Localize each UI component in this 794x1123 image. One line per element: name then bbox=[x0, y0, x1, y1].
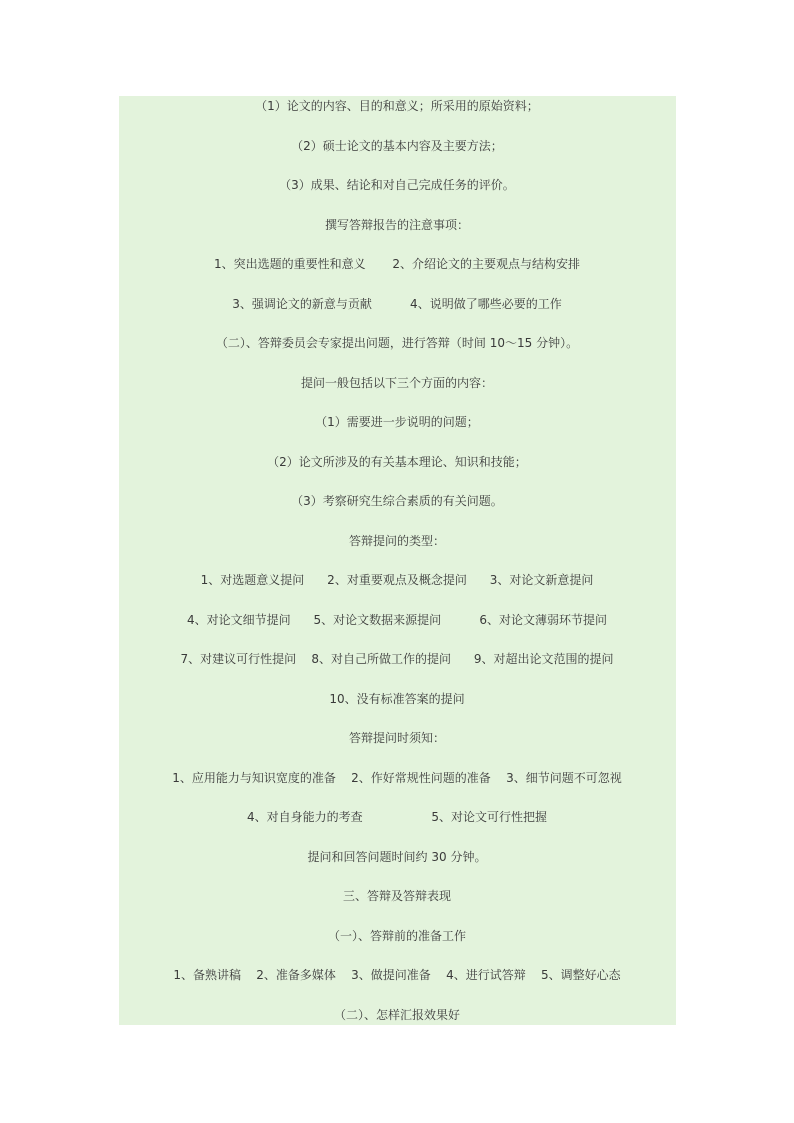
text-line: 1、备熟讲稿 2、准备多媒体 3、做提问准备 4、进行试答辩 5、调整好心态 bbox=[173, 968, 621, 982]
section-heading: 撰写答辩报告的注意事项： bbox=[324, 218, 469, 232]
section-heading: （二）、答辩委员会专家提出问题，进行答辩（时间 10～15 分钟）。 bbox=[215, 336, 579, 350]
text-line: 3、强调论文的新意与贡献 4、说明做了哪些必要的工作 bbox=[232, 297, 562, 311]
text-line: （2）硕士论文的基本内容及主要方法； bbox=[291, 139, 503, 153]
text-line: 1、对选题意义提问 2、对重要观点及概念提问 3、对论文新意提问 bbox=[200, 573, 594, 587]
text-line: （1）论文的内容、目的和意义；所采用的原始资料； bbox=[255, 99, 539, 113]
text-line: 4、对论文细节提问 5、对论文数据来源提问 6、对论文薄弱环节提问 bbox=[187, 613, 607, 627]
section-heading: （一）、答辩前的准备工作 bbox=[327, 929, 466, 943]
section-heading: 三、答辩及答辩表现 bbox=[342, 889, 451, 903]
text-line: （3）考察研究生综合素质的有关问题。 bbox=[291, 494, 503, 508]
text-line: 1、应用能力与知识宽度的准备 2、作好常规性问题的准备 3、细节问题不可忽视 bbox=[172, 771, 622, 785]
text-line: （1）需要进一步说明的问题； bbox=[315, 415, 479, 429]
section-heading: 答辩提问的类型： bbox=[348, 534, 445, 548]
text-line: （3）成果、结论和对自己完成任务的评价。 bbox=[279, 178, 515, 192]
text-line: 提问一般包括以下三个方面的内容： bbox=[300, 376, 493, 390]
text-line: （2）论文所涉及的有关基本理论、知识和技能； bbox=[267, 455, 527, 469]
text-line: 10、没有标准答案的提问 bbox=[329, 692, 465, 706]
text-line: 7、对建议可行性提问 8、对自己所做工作的提问 9、对超出论文范围的提问 bbox=[180, 652, 614, 666]
section-heading: 答辩提问时须知： bbox=[348, 731, 445, 745]
text-line: 1、突出选题的重要性和意义 2、介绍论文的主要观点与结构安排 bbox=[214, 257, 580, 271]
text-line: 提问和回答问题时间约 30 分钟。 bbox=[307, 850, 487, 864]
content-panel bbox=[119, 96, 676, 1025]
section-heading: （二）、怎样汇报效果好 bbox=[333, 1008, 460, 1022]
text-line: 4、对自身能力的考查 5、对论文可行性把握 bbox=[247, 810, 547, 824]
